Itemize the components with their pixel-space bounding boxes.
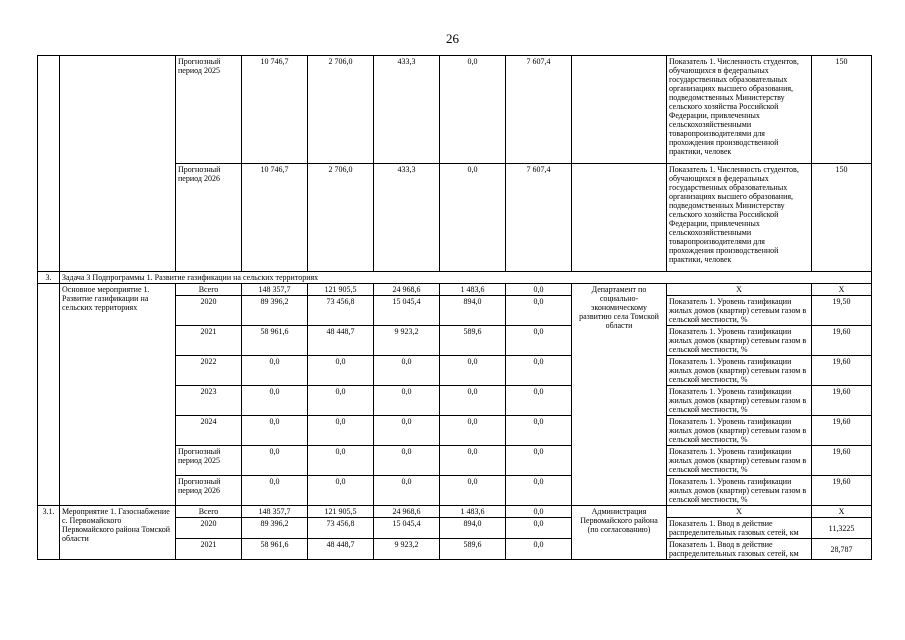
- value-federal: 73 456,8: [308, 296, 374, 326]
- target-cell: 150: [812, 164, 872, 272]
- period-cell: Прогнозный период 2025: [176, 56, 242, 164]
- value-other: 0,0: [506, 326, 572, 356]
- target-cell: 19,60: [812, 416, 872, 446]
- target-cell: 19,50: [812, 296, 872, 326]
- value-federal: 121 905,5: [308, 284, 374, 296]
- value-local: 894,0: [440, 518, 506, 539]
- target-cell: 19,60: [812, 476, 872, 506]
- value-local: 0,0: [440, 416, 506, 446]
- value-regional: 433,3: [374, 56, 440, 164]
- value-local: 1 483,6: [440, 284, 506, 296]
- value-regional: 0,0: [374, 386, 440, 416]
- target-cell: X: [812, 506, 872, 518]
- indicator-cell: Показатель 1. Ввод в действие распределительных газовых сетей, км: [667, 539, 812, 560]
- value-local: 589,6: [440, 326, 506, 356]
- target-cell: X: [812, 284, 872, 296]
- value-regional: 15 045,4: [374, 296, 440, 326]
- value-federal: 48 448,7: [308, 326, 374, 356]
- event-name: Основное мероприятие 1. Развитие газификации на сельских территориях: [60, 284, 176, 506]
- indicator-cell: Показатель 1. Уровень газификации жилых домов (квартир) сетевым газом в сельской местности, %: [667, 416, 812, 446]
- value-regional: 9 923,2: [374, 539, 440, 560]
- indicator-cell: X: [667, 284, 812, 296]
- period-cell: 2021: [176, 326, 242, 356]
- value-total: 0,0: [242, 446, 308, 476]
- value-total: 58 961,6: [242, 539, 308, 560]
- value-total: 148 357,7: [242, 284, 308, 296]
- value-federal: 2 706,0: [308, 56, 374, 164]
- table-row: [38, 56, 872, 164]
- indicator-cell: X: [667, 506, 812, 518]
- value-other: 0,0: [506, 386, 572, 416]
- value-federal: 121 905,5: [308, 506, 374, 518]
- period-cell: Прогнозный период 2026: [176, 476, 242, 506]
- indicator-cell: Показатель 1. Уровень газификации жилых домов (квартир) сетевым газом в сельской местности, %: [667, 326, 812, 356]
- indicator-cell: Показатель 1. Ввод в действие распределительных газовых сетей, км: [667, 518, 812, 539]
- task-num: 3.: [38, 272, 60, 284]
- period-cell: Прогнозный период 2025: [176, 446, 242, 476]
- value-total: 89 396,2: [242, 296, 308, 326]
- value-federal: 2 706,0: [308, 164, 374, 272]
- period-cell: 2020: [176, 518, 242, 539]
- value-other: 0,0: [506, 446, 572, 476]
- value-local: 589,6: [440, 539, 506, 560]
- num-cell: 3.1.: [38, 506, 60, 560]
- value-other: 0,0: [506, 356, 572, 386]
- target-cell: 19,60: [812, 446, 872, 476]
- value-federal: 48 448,7: [308, 539, 374, 560]
- value-federal: 0,0: [308, 356, 374, 386]
- value-regional: 0,0: [374, 476, 440, 506]
- indicator-cell: Показатель 1. Уровень газификации жилых домов (квартир) сетевым газом в сельской местности, %: [667, 446, 812, 476]
- value-total: 10 746,7: [242, 164, 308, 272]
- value-other: 0,0: [506, 416, 572, 446]
- target-cell: 19,60: [812, 326, 872, 356]
- program-table: [37, 55, 872, 560]
- value-local: 1 483,6: [440, 506, 506, 518]
- page-number: 26: [446, 31, 459, 46]
- value-total: 0,0: [242, 416, 308, 446]
- period-cell: 2024: [176, 416, 242, 446]
- value-regional: 0,0: [374, 446, 440, 476]
- value-federal: 0,0: [308, 386, 374, 416]
- value-local: 894,0: [440, 296, 506, 326]
- indicator-cell: Показатель 1. Уровень газификации жилых домов (квартир) сетевым газом в сельской местности, %: [667, 296, 812, 326]
- value-total: 0,0: [242, 356, 308, 386]
- value-other: 0,0: [506, 539, 572, 560]
- period-cell: 2022: [176, 356, 242, 386]
- period-cell: 2020: [176, 296, 242, 326]
- executor-cell: [572, 164, 667, 272]
- value-regional: 15 045,4: [374, 518, 440, 539]
- value-other: 7 607,4: [506, 56, 572, 164]
- value-regional: 0,0: [374, 416, 440, 446]
- value-local: 0,0: [440, 56, 506, 164]
- value-other: 0,0: [506, 284, 572, 296]
- value-federal: 0,0: [308, 446, 374, 476]
- indicator-cell: Показатель 1. Уровень газификации жилых домов (квартир) сетевым газом в сельской местности, %: [667, 356, 812, 386]
- period-cell: Всего: [176, 284, 242, 296]
- value-other: 0,0: [506, 518, 572, 539]
- value-regional: 0,0: [374, 356, 440, 386]
- value-other: 0,0: [506, 296, 572, 326]
- value-total: 10 746,7: [242, 56, 308, 164]
- indicator-cell: Показатель 1. Численность студентов, обучающихся в федеральных государственных образовательных организациях высшего образования, подведомственных Министерству сельского хозяйства Российской Федерации, привлеченных сельскохозяйственными товаропроизводителями для прохождения производственной практики, человек: [667, 56, 812, 164]
- value-total: 58 961,6: [242, 326, 308, 356]
- num-cell: [38, 56, 60, 272]
- value-other: 0,0: [506, 506, 572, 518]
- value-regional: 9 923,2: [374, 326, 440, 356]
- name-cell: [60, 56, 176, 272]
- target-cell: 150: [812, 56, 872, 164]
- target-cell: 28,787: [812, 539, 872, 560]
- value-local: 0,0: [440, 164, 506, 272]
- table-row: [38, 506, 872, 518]
- value-local: 0,0: [440, 356, 506, 386]
- value-local: 0,0: [440, 446, 506, 476]
- value-total: 89 396,2: [242, 518, 308, 539]
- period-cell: Прогнозный период 2026: [176, 164, 242, 272]
- num-cell: [38, 284, 60, 506]
- value-other: 7 607,4: [506, 164, 572, 272]
- period-cell: 2021: [176, 539, 242, 560]
- value-regional: 24 968,6: [374, 284, 440, 296]
- value-federal: 73 456,8: [308, 518, 374, 539]
- value-local: 0,0: [440, 386, 506, 416]
- period-cell: 2023: [176, 386, 242, 416]
- indicator-cell: Показатель 1. Численность студентов, обучающихся в федеральных государственных образовательных организациях высшего образования, подведомственных Министерству сельского хозяйства Российской Федерации, привлеченных сельскохозяйственными товаропроизводителями для прохождения производственной практики, человек: [667, 164, 812, 272]
- indicator-cell: Показатель 1. Уровень газификации жилых домов (квартир) сетевым газом в сельской местности, %: [667, 386, 812, 416]
- value-total: 0,0: [242, 386, 308, 416]
- value-local: 0,0: [440, 476, 506, 506]
- target-cell: 19,60: [812, 356, 872, 386]
- value-total: 148 357,7: [242, 506, 308, 518]
- value-federal: 0,0: [308, 416, 374, 446]
- target-cell: 19,60: [812, 386, 872, 416]
- task-title: Задача 3 Подпрограммы 1. Развитие газификации на сельских территориях: [60, 272, 872, 284]
- period-cell: Всего: [176, 506, 242, 518]
- value-regional: 433,3: [374, 164, 440, 272]
- value-total: 0,0: [242, 476, 308, 506]
- event-name: Мероприятие 1. Газоснабжение с. Первомайского Первомайского района Томской области: [60, 506, 176, 560]
- indicator-cell: Показатель 1. Уровень газификации жилых домов (квартир) сетевым газом в сельской местности, %: [667, 476, 812, 506]
- value-federal: 0,0: [308, 476, 374, 506]
- value-other: 0,0: [506, 476, 572, 506]
- executor-cell: Департамент по социально-экономическому развитию села Томской области: [572, 284, 667, 506]
- task-row: [38, 272, 872, 284]
- value-regional: 24 968,6: [374, 506, 440, 518]
- executor-cell: [572, 56, 667, 164]
- table-row: [38, 284, 872, 296]
- target-cell: 11,3225: [812, 518, 872, 539]
- executor-cell: Администрация Первомайского района (по согласованию): [572, 506, 667, 560]
